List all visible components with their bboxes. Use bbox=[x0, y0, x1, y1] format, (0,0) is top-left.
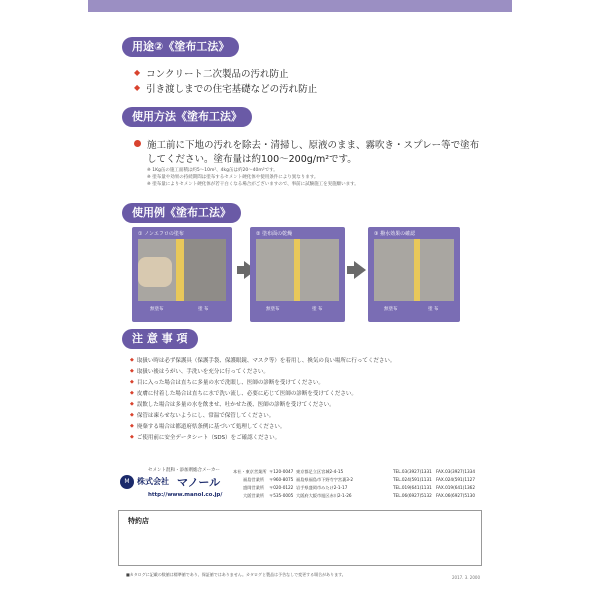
company-logo-icon: M bbox=[120, 475, 134, 489]
method-note: ※ 塗布量や効果の持続期間は塗布するセメント硬化体や使用条件により異なります。 bbox=[147, 175, 319, 180]
method-text-cont: してください。塗布量は約100〜200g/m²です。 bbox=[147, 154, 357, 165]
footer-print-code: 2017. 3. 2000 bbox=[452, 575, 480, 580]
usage-item: ◆ コンクリート二次製品の汚れ防止 bbox=[134, 68, 289, 80]
panel-title: ③ 撥水効果の確認 bbox=[374, 231, 416, 237]
office-tel: TEL.024(591)1131 bbox=[393, 477, 432, 482]
coated-area bbox=[184, 239, 226, 301]
section-title-method: 使用方法《塗布工法》 bbox=[122, 107, 252, 127]
precaution-item: ◆ 取扱い時は必ず保護具（保護手袋、保護眼鏡、マスク等）を着用し、換気の良い場所に行ってください。 bbox=[130, 357, 396, 364]
diamond-bullet-icon: ◆ bbox=[130, 357, 134, 363]
office-name: 本社・東京営業所 bbox=[233, 469, 267, 474]
section-title-example: 使用例《塗布工法》 bbox=[122, 203, 241, 223]
panel-title: ① ノンエフロの塗布 bbox=[138, 231, 184, 237]
caption-coated: 塗 布 bbox=[312, 307, 323, 312]
red-dot-bullet-icon bbox=[134, 140, 141, 147]
dealer-label: 特約店 bbox=[128, 517, 149, 525]
office-postal: 〒960-8075 bbox=[269, 477, 294, 482]
concrete-photo bbox=[138, 239, 226, 301]
gloved-hand-image bbox=[138, 257, 172, 287]
diamond-bullet-icon: ◆ bbox=[134, 68, 141, 77]
company-info bbox=[120, 467, 480, 507]
company-name: マノール bbox=[177, 476, 221, 489]
diamond-bullet-icon: ◆ bbox=[130, 368, 134, 374]
section-title-usage: 用途②《塗布工法》 bbox=[122, 37, 239, 57]
office-postal: 〒120-0047 bbox=[269, 469, 294, 474]
office-fax: FAX.024(591)1127 bbox=[436, 477, 475, 482]
office-name: 大阪営業所 bbox=[243, 493, 264, 498]
method-text: 施工前に下地の汚れを除去・清掃し、原液のまま、霧吹き・スプレー等で塗布 bbox=[134, 137, 479, 151]
office-postal: 〒020-0122 bbox=[269, 485, 294, 490]
office-tel: TEL.03(3927)1331 bbox=[393, 469, 432, 474]
office-fax: FAX.019(641)1362 bbox=[436, 485, 475, 490]
diamond-bullet-icon: ◆ bbox=[130, 434, 134, 440]
section-title-precautions: 注 意 事 項 bbox=[122, 329, 198, 349]
caption-coated: 塗 布 bbox=[198, 307, 209, 312]
panel-title: ② 塗布面の乾燥 bbox=[256, 231, 293, 237]
right-arrow-icon bbox=[354, 261, 366, 279]
tape-stripe bbox=[414, 239, 420, 301]
diamond-bullet-icon: ◆ bbox=[130, 401, 134, 407]
tape-stripe bbox=[176, 239, 184, 301]
top-header-bar bbox=[88, 0, 512, 12]
precaution-item: ◆ 取扱い後はうがい、手洗いを充分に行ってください。 bbox=[130, 368, 269, 375]
example-panel-3 bbox=[368, 227, 460, 322]
diamond-bullet-icon: ◆ bbox=[130, 379, 134, 385]
office-tel: TEL.019(641)1131 bbox=[393, 485, 432, 490]
office-address: 東京都足立区宮城2-4-15 bbox=[296, 469, 344, 474]
precaution-item: ◆ 保管は凍らせないようにし、常温で保管してください。 bbox=[130, 412, 275, 419]
method-note: ※ 塗布量によりセメント硬化体が若干白くなる場合がございますので、事前に試験施工を実施願います。 bbox=[147, 182, 359, 187]
caption-uncoated: 無塗布 bbox=[266, 307, 280, 312]
office-fax: FAX.06(6927)5130 bbox=[436, 493, 475, 498]
diamond-bullet-icon: ◆ bbox=[130, 423, 134, 429]
concrete-photo bbox=[374, 239, 454, 301]
office-fax: FAX.03(3927)1334 bbox=[436, 469, 475, 474]
office-postal: 〒535-0005 bbox=[269, 493, 294, 498]
caption-uncoated: 無塗布 bbox=[150, 307, 164, 312]
company-tagline: セメント混和・添加剤総合メーカー bbox=[148, 468, 220, 473]
office-name: 福島営業所 bbox=[243, 477, 264, 482]
company-name-prefix: 株式会社 bbox=[137, 477, 169, 486]
precaution-item: ◆ 廃棄する場合は都道府県条例に基づいて処理してください。 bbox=[130, 423, 286, 430]
office-address: 岩手県盛岡市みたけ2-1-17 bbox=[296, 485, 348, 490]
dealer-stamp-box bbox=[118, 510, 482, 566]
tape-stripe bbox=[294, 239, 300, 301]
company-url[interactable]: http://www.manol.co.jp/ bbox=[148, 492, 223, 498]
precaution-item: ◆ ご使用前に安全データシート（SDS）をご確認ください。 bbox=[130, 434, 281, 441]
diamond-bullet-icon: ◆ bbox=[130, 412, 134, 418]
diamond-bullet-icon: ◆ bbox=[134, 83, 141, 92]
office-tel: TEL.06(6927)5132 bbox=[393, 493, 432, 498]
example-panel-2 bbox=[250, 227, 345, 322]
diamond-bullet-icon: ◆ bbox=[130, 390, 134, 396]
example-panel-1 bbox=[132, 227, 232, 322]
caption-coated: 塗 布 bbox=[428, 307, 439, 312]
office-address: 福島県福島市下野寺字宮裏3-2 bbox=[296, 477, 354, 482]
caption-uncoated: 無塗布 bbox=[384, 307, 398, 312]
office-address: 大阪府大阪市旭区赤川2-1-26 bbox=[296, 493, 352, 498]
footer-disclaimer: ■カタログに記載の数値は標準値であり、保証値ではありません。カタログと製品は予告なしで変更する場合があります。 bbox=[126, 572, 346, 577]
precaution-item: ◆ 誤飲した場合は多量の水を飲ませ、吐かせた後、医師の診断を受けてください。 bbox=[130, 401, 335, 408]
office-name: 盛岡営業所 bbox=[243, 485, 264, 490]
precaution-item: ◆ 皮膚に付着した場合は直ちに水で洗い流し、必要に応じて医師の診断を受けてください。 bbox=[130, 390, 357, 397]
precaution-item: ◆ 目に入った場合は直ちに多量の水で洗眼し、医師の診断を受けてください。 bbox=[130, 379, 324, 386]
usage-item: ◆ 引き渡しまでの住宅基礎などの汚れ防止 bbox=[134, 83, 318, 95]
concrete-photo bbox=[256, 239, 339, 301]
method-note: ※ 1Kg缶の施工面積は約5〜10m²、4kg缶は約20〜40m²です。 bbox=[147, 168, 278, 173]
